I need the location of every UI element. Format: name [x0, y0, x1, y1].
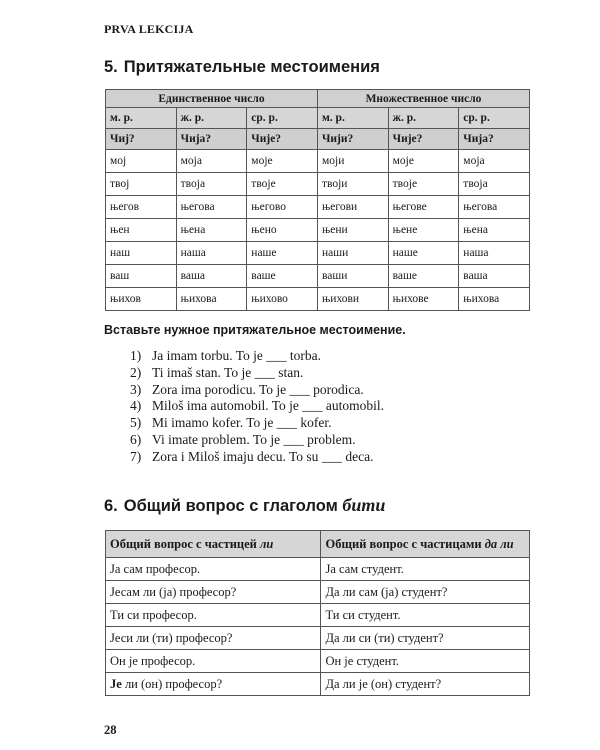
section-6-number: 6. [104, 497, 118, 515]
table-cell: моје [388, 150, 459, 173]
exercise-text: Vi imate problem. To je ___ problem. [152, 431, 356, 447]
exercise-number: 6) [130, 431, 142, 447]
question-cell: Чија? [459, 129, 530, 150]
table-cell: наши [317, 242, 388, 265]
table-cell: наш [106, 242, 177, 265]
table-cell: њен [106, 219, 177, 242]
table-cell: њена [459, 219, 530, 242]
singular-header: Единственное число [106, 90, 318, 108]
table-cell: његове [388, 196, 459, 219]
gender-header: м. р. [317, 108, 388, 129]
section-5-title-text: Притяжательные местоимения [123, 58, 380, 76]
table-cell: моја [176, 150, 247, 173]
exercise-text: Ti imaš stan. To je ___ stan. [152, 364, 304, 380]
table-cell: њене [388, 219, 459, 242]
header-italic: ли [260, 536, 274, 551]
table-cell: Да ли сам (ја) студент? [321, 581, 530, 604]
exercise-instruction: Вставьте нужное притяжательное местоимение. [104, 323, 406, 337]
table-cell: његова [459, 196, 530, 219]
table-cell: твоје [247, 173, 318, 196]
exercise-number: 7) [130, 448, 142, 464]
gender-header: ср. р. [247, 108, 318, 129]
gender-header: ср. р. [459, 108, 530, 129]
exercise-item [130, 348, 384, 365]
question-cell: Чије? [388, 129, 459, 150]
table-row [106, 173, 530, 196]
table-row [106, 219, 530, 242]
exercise-text: Zora i Miloš imaju decu. To su ___ deca. [152, 448, 374, 464]
table-cell: њихово [247, 288, 318, 311]
table-cell: ваша [176, 265, 247, 288]
table-row [106, 673, 530, 696]
table-cell: твоја [176, 173, 247, 196]
section-5-number: 5. [104, 58, 118, 76]
possessive-pronouns-table [105, 89, 530, 311]
exercise-text: Zora ima porodicu. To je ___ porodica. [152, 381, 364, 397]
table-cell: моји [317, 150, 388, 173]
table-cell: твоје [388, 173, 459, 196]
table-row [106, 288, 530, 311]
table-row [106, 650, 530, 673]
table-cell: ваш [106, 265, 177, 288]
table-cell: његови [317, 196, 388, 219]
page-number: 28 [104, 723, 117, 737]
exercise-item [130, 382, 384, 399]
table-cell: Ти си студент. [321, 604, 530, 627]
gender-header: ж. р. [176, 108, 247, 129]
column-header-li [106, 531, 321, 558]
table-cell: њихова [176, 288, 247, 311]
table-cell: Ја сам професор. [106, 558, 321, 581]
question-cell: Чије? [247, 129, 318, 150]
table-row [106, 604, 530, 627]
section-5-title [104, 58, 380, 77]
table-cell: њихове [388, 288, 459, 311]
table-cell: Он је професор. [106, 650, 321, 673]
bold-verb: Је [110, 676, 122, 691]
exercise-item [130, 365, 384, 382]
table-cell: ваши [317, 265, 388, 288]
table-row [106, 581, 530, 604]
table-cell: наше [247, 242, 318, 265]
table-cell: моје [247, 150, 318, 173]
table-cell: Да ли си (ти) студент? [321, 627, 530, 650]
exercise-item [130, 415, 384, 432]
table-cell: Ја сам студент. [321, 558, 530, 581]
table-cell: њихова [459, 288, 530, 311]
table-row [106, 242, 530, 265]
section-6-title-text: Общий вопрос с глаголом [123, 497, 338, 515]
exercise-text: Ja imam torbu. To je ___ torba. [152, 348, 322, 363]
table-cell: њено [247, 219, 318, 242]
question-cell: Чија? [176, 129, 247, 150]
table-cell: твој [106, 173, 177, 196]
table-cell: Он је студент. [321, 650, 530, 673]
exercise-text: Miloš ima automobil. To je ___ automobil. [152, 398, 385, 414]
header-text: Общий вопрос с частицей [110, 536, 257, 551]
question-cell: Чији? [317, 129, 388, 150]
exercise-item [130, 449, 384, 466]
table-cell: Да ли је (он) студент? [321, 673, 530, 696]
table-cell: његова [176, 196, 247, 219]
column-header-da-li [321, 531, 530, 558]
exercise-number: 3) [130, 381, 142, 397]
header-italic: да ли [484, 536, 514, 551]
table-row [106, 265, 530, 288]
exercise-list [130, 348, 384, 466]
exercise-item [130, 398, 384, 415]
table-cell: његово [247, 196, 318, 219]
table-cell: твоја [459, 173, 530, 196]
exercise-number: 1) [130, 348, 142, 363]
general-question-table [105, 530, 530, 696]
table-cell: наша [459, 242, 530, 265]
table-cell: Ти си професор. [106, 604, 321, 627]
table-cell: Јесам ли (ја) професор? [106, 581, 321, 604]
table-row [106, 627, 530, 650]
table-cell: њена [176, 219, 247, 242]
table-cell: ваше [388, 265, 459, 288]
table-cell: наше [388, 242, 459, 265]
table-row [106, 558, 530, 581]
table-row [106, 150, 530, 173]
table-cell: мој [106, 150, 177, 173]
table-cell: њихови [317, 288, 388, 311]
exercise-item [130, 432, 384, 449]
exercise-number: 2) [130, 364, 142, 380]
running-head: PRVA LEKCIJA [104, 22, 194, 36]
cell-text: ли (он) професор? [121, 676, 223, 691]
table-cell: наша [176, 242, 247, 265]
table-row [106, 196, 530, 219]
plural-header: Множественное число [317, 90, 529, 108]
table-cell: ваше [247, 265, 318, 288]
table-cell [106, 673, 321, 696]
table-cell: моја [459, 150, 530, 173]
exercise-text: Mi imamo kofer. To je ___ kofer. [152, 415, 332, 431]
table-cell: њихов [106, 288, 177, 311]
gender-header: м. р. [106, 108, 177, 129]
gender-header: ж. р. [388, 108, 459, 129]
exercise-number: 4) [130, 398, 142, 414]
exercise-number: 5) [130, 415, 142, 431]
header-text: Общий вопрос с частицами [325, 536, 482, 551]
question-cell: Чиј? [106, 129, 177, 150]
table-cell: њени [317, 219, 388, 242]
table-cell: ваша [459, 265, 530, 288]
table-cell: његов [106, 196, 177, 219]
table-cell: твоји [317, 173, 388, 196]
table-cell: Јеси ли (ти) професор? [106, 627, 321, 650]
section-6-title-italic: бити [342, 495, 386, 515]
section-6-title [104, 495, 385, 516]
